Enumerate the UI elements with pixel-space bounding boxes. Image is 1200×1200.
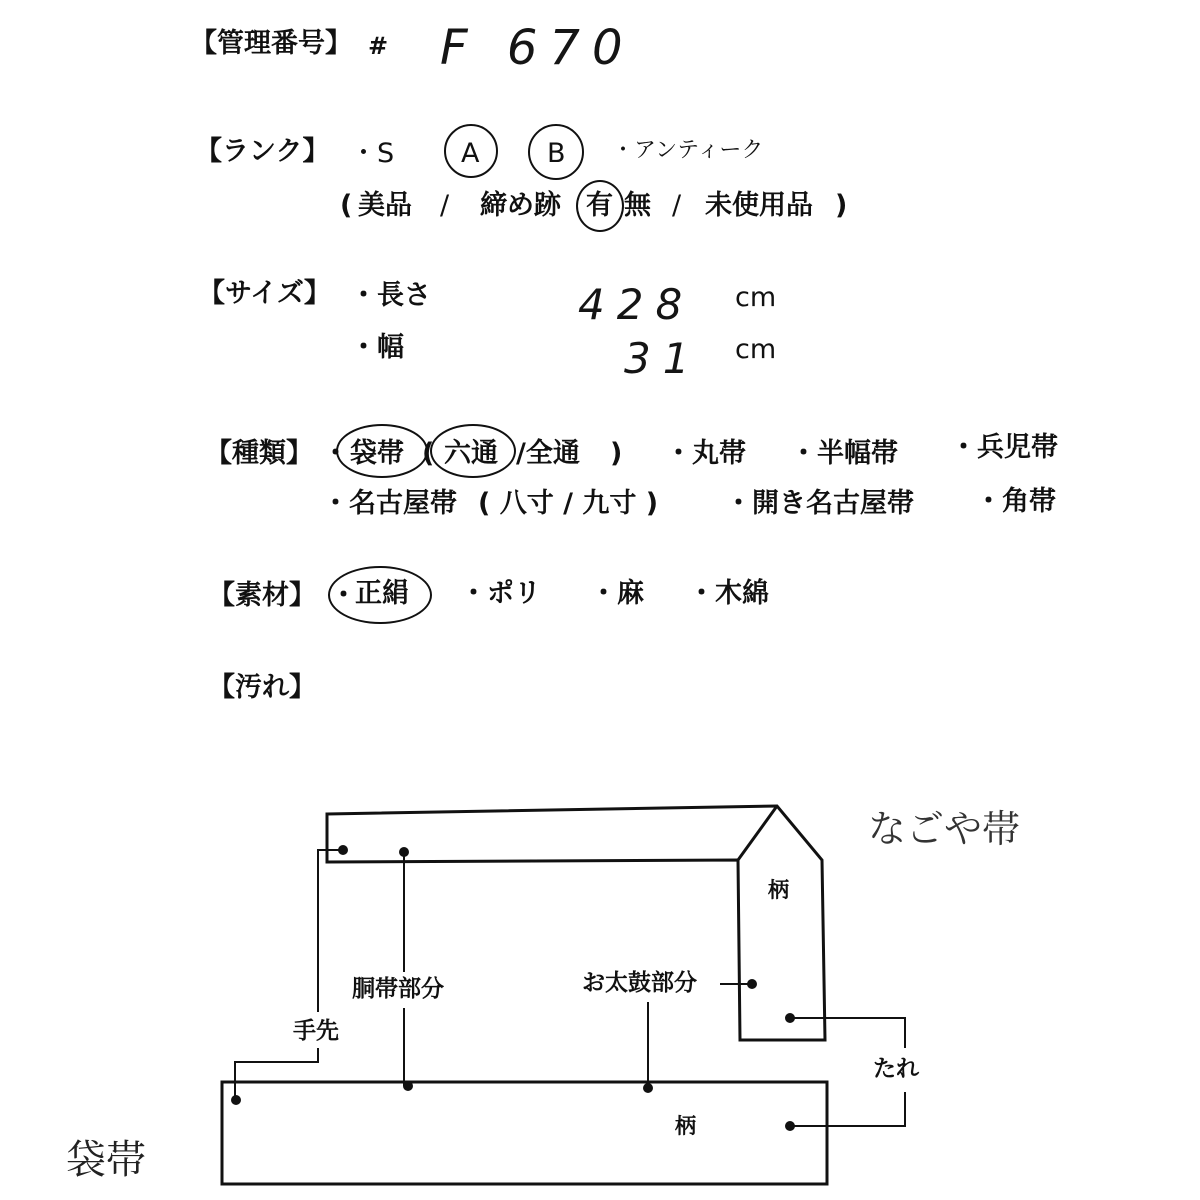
management-number-value: F 670 bbox=[440, 20, 635, 76]
fukuro-obi-shape bbox=[222, 1082, 827, 1184]
type-kaku: ・角帯 bbox=[975, 486, 1056, 517]
material-poly: ・ポリ bbox=[460, 578, 541, 609]
stain-label: 【汚れ】 bbox=[208, 672, 316, 703]
tesaki-label: 手先 bbox=[293, 1018, 339, 1044]
otaiko-label: お太鼓部分 bbox=[582, 970, 697, 996]
type-close-paren: ) bbox=[610, 438, 623, 469]
fukuro-obi-title: 袋帯 bbox=[66, 1137, 146, 1183]
size-length-label: ・長さ bbox=[350, 280, 431, 311]
type-heko: ・兵児帯 bbox=[950, 432, 1058, 463]
type-rokutsu: 六通 bbox=[444, 438, 498, 469]
material-label: 【素材】 bbox=[208, 580, 316, 611]
type-hanhaba: ・半幅帯 bbox=[790, 438, 898, 469]
gara-bottom-label: 柄 bbox=[675, 1114, 696, 1138]
type-nagoya-sub: ( 八寸 / 九寸 ) bbox=[478, 488, 659, 519]
size-label: 【サイズ】 bbox=[198, 278, 331, 309]
rank-a: A bbox=[461, 138, 480, 169]
type-dot: ・ bbox=[322, 438, 349, 469]
nagoya-obi-title: なごや帯 bbox=[868, 807, 1021, 851]
type-zentsu: /全通 bbox=[516, 438, 580, 469]
type-label: 【種類】 bbox=[205, 438, 313, 469]
type-nagoya: ・名古屋帯 bbox=[322, 488, 457, 519]
rank-antique: ・アンティーク bbox=[612, 138, 764, 163]
tare-label: たれ bbox=[873, 1056, 919, 1082]
nagoya-obi-shape bbox=[327, 806, 825, 1040]
rank-sub-slash2: / bbox=[672, 190, 682, 221]
type-open-paren: ( bbox=[422, 438, 435, 469]
rank-sub-open: ( bbox=[340, 190, 353, 221]
material-dot: ・ bbox=[330, 580, 357, 611]
management-number-label: 【管理番号】 bbox=[190, 28, 352, 59]
size-length-unit: cm bbox=[735, 282, 777, 313]
rank-sub-close: ) bbox=[835, 190, 848, 221]
rank-sub-slash1: / bbox=[440, 190, 450, 221]
dotai-label: 胴帯部分 bbox=[352, 976, 444, 1002]
leader-lines bbox=[235, 850, 905, 1126]
type-maru: ・丸帯 bbox=[665, 438, 746, 469]
hash-mark: # bbox=[368, 32, 389, 60]
material-momen: ・木綿 bbox=[688, 578, 769, 609]
size-width-unit: cm bbox=[735, 334, 777, 365]
rank-b: B bbox=[547, 138, 566, 169]
material-shoken: 正絹 bbox=[355, 578, 409, 609]
rank-sub-shimeato: 締め跡 bbox=[480, 190, 561, 221]
rank-sub-mishiyo: 未使用品 bbox=[705, 190, 813, 221]
rank-label: 【ランク】 bbox=[195, 136, 330, 167]
type-fukuro: 袋帯 bbox=[350, 438, 404, 469]
material-asa: ・麻 bbox=[590, 578, 644, 609]
size-width-value: 31 bbox=[624, 334, 702, 383]
size-width-label: ・幅 bbox=[350, 332, 404, 363]
marker-dots bbox=[231, 845, 795, 1131]
rank-sub-ari: 有 bbox=[586, 190, 613, 221]
type-hiraki-nagoya: ・開き名古屋帯 bbox=[725, 488, 914, 519]
size-length-value: 428 bbox=[578, 280, 695, 329]
gara-top-label: 柄 bbox=[768, 878, 789, 902]
rank-sub-bihin: 美品 bbox=[358, 190, 412, 221]
rank-s: ・S bbox=[350, 138, 395, 169]
rank-sub-nashi: 無 bbox=[624, 190, 651, 221]
